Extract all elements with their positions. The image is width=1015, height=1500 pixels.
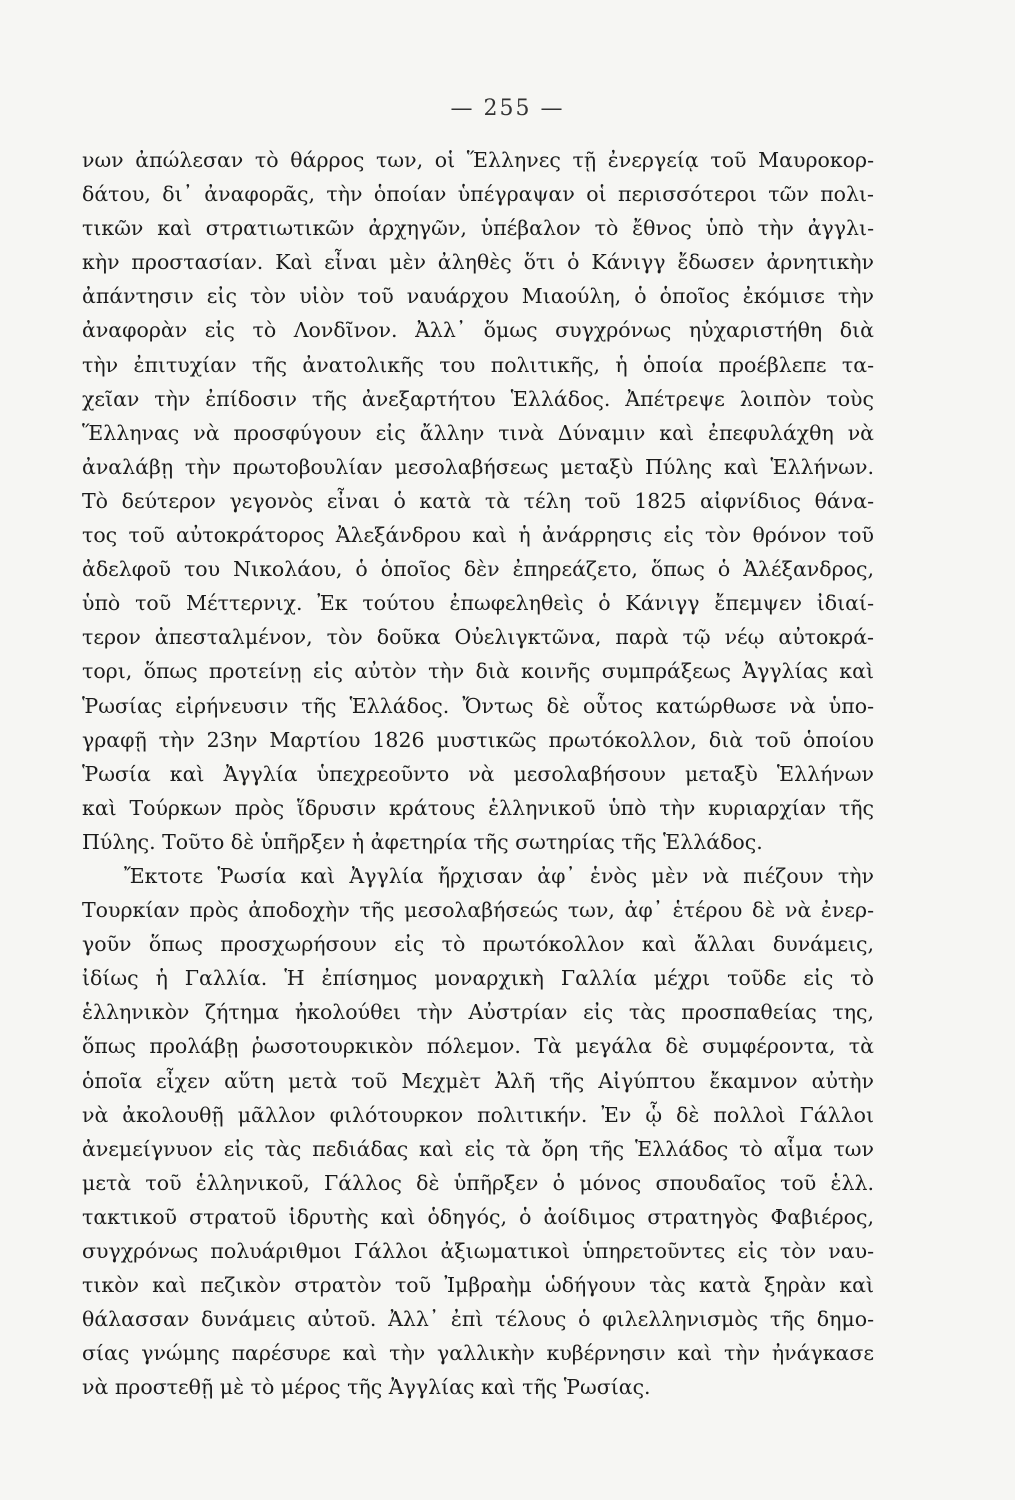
text-line: νων ἀπώλεσαν τὸ θάρρος των, οἱ Ἕλληνες τῇ ἐνεργείᾳ τοῦ Μαυροκορ- [82, 148, 874, 172]
text-line: ἑλληνικὸν ζήτημα ἠκολούθει τὴν Αὐστρίαν εἰς τὰς προσπαθείας της, [82, 1000, 874, 1025]
text-line: Τουρκίαν πρὸς ἀποδοχὴν τῆς μεσολαβήσεώς των, ἀφ᾽ ἑτέρου δὲ νὰ ἐνερ- [82, 898, 874, 923]
text-line: ἀπάντησιν εἰς τὸν υἱὸν τοῦ ναυάρχου Μιαούλη, ὁ ὁποῖος ἐκόμισε τὴν [82, 284, 874, 309]
body-text [82, 143, 874, 1404]
text-line: κὴν προστασίαν. Καὶ εἶναι μὲν ἀληθὲς ὅτι ὁ Κάνιγγ ἔδωσεν ἀρνητικὴν [82, 250, 874, 275]
text-line: ὅπως προλάβῃ ῥωσοτουρκικὸν πόλεμον. Τὰ μεγάλα δὲ συμφέροντα, τὰ [82, 1034, 874, 1059]
text-line: Ῥωσία καὶ Ἀγγλία ὑπεχρεοῦντο νὰ μεσολαβήσουν μεταξὺ Ἑλλήνων [82, 761, 874, 786]
text-line: γοῦν ὅπως προσχωρήσουν εἰς τὸ πρωτόκολλον καὶ ἄλλαι δυνάμεις, [82, 932, 874, 957]
text-line: ὑπὸ τοῦ Μέττερνιχ. Ἐκ τούτου ἐπωφεληθεὶς ὁ Κάνιγγ ἔπεμψεν ἰδιαί- [82, 591, 874, 616]
text-line: θάλασσαν δυνάμεις αὐτοῦ. Ἀλλ᾽ ἐπὶ τέλους ὁ φιλελληνισμὸς τῆς δημο- [82, 1307, 874, 1332]
text-line: τὴν ἐπιτυχίαν τῆς ἀνατολικῆς του πολιτικῆς, ἡ ὁποία προέβλεπε τα- [82, 352, 874, 377]
text-line: ἀναλάβῃ τὴν πρωτοβουλίαν μεσολαβήσεως μεταξὺ Πύλης καὶ Ἑλλήνων. [82, 454, 874, 479]
text-line: μετὰ τοῦ ἑλληνικοῦ, Γάλλος δὲ ὑπῆρξεν ὁ μόνος σπουδαῖος τοῦ ἑλλ. [82, 1170, 874, 1195]
text-line: τερον ἀπεσταλμένον, τὸν δοῦκα Οὐελιγκτῶνα, παρὰ τῷ νέῳ αὐτοκρά- [82, 625, 874, 650]
text-line: Ἕλληνας νὰ προσφύγουν εἰς ἄλλην τινὰ Δύναμιν καὶ ἐπεφυλάχθη νὰ [82, 420, 874, 445]
text-line: καὶ Τούρκων πρὸς ἵδρυσιν κράτους ἑλληνικοῦ ὑπὸ τὴν κυριαρχίαν τῆς [82, 795, 874, 820]
text-line: γραφῇ τὴν 23ην Μαρτίου 1826 μυστικῶς πρωτόκολλον, διὰ τοῦ ὁποίου [82, 727, 874, 752]
text-line: Ῥωσίας εἰρήνευσιν τῆς Ἑλλάδος. Ὄντως δὲ οὗτος κατώρθωσε νὰ ὑπο- [82, 693, 874, 718]
text-line: τακτικοῦ στρατοῦ ἱδρυτὴς καὶ ὁδηγός, ὁ ἀοίδιμος στρατηγὸς Φαβιέρος, [82, 1204, 874, 1229]
text-line: Πύλης. Τοῦτο δὲ ὑπῆρξεν ἡ ἀφετηρία τῆς σωτηρίας τῆς Ἑλλάδος. [82, 829, 763, 854]
text-line: δάτου, δι᾽ ἀναφορᾶς, τὴν ὁποίαν ὑπέγραψαν οἱ περισσότεροι τῶν πολι- [82, 182, 874, 207]
text-line: χεῖαν τὴν ἐπίδοσιν τῆς ἀνεξαρτήτου Ἑλλάδος. Ἀπέτρεψε λοιπὸν τοὺς [82, 386, 874, 411]
text-line: τορι, ὅπως προτείνῃ εἰς αὐτὸν τὴν διὰ κοινῆς συμπράξεως Ἀγγλίας καὶ [82, 659, 874, 684]
text-line: Ἔκτοτε Ῥωσία καὶ Ἀγγλία ἤρχισαν ἀφ᾽ ἑνὸς μὲν νὰ πιέζουν τὴν [124, 863, 874, 888]
text-line: τικὸν καὶ πεζικὸν στρατὸν τοῦ Ἰμβραὴμ ὡδήγουν τὰς κατὰ ξηρὰν καὶ [82, 1273, 874, 1298]
text-line: ἰδίως ἡ Γαλλία. Ἡ ἐπίσημος μοναρχικὴ Γαλλία μέχρι τοῦδε εἰς τὸ [82, 966, 874, 991]
text-line: ἀναφορὰν εἰς τὸ Λονδῖνον. Ἀλλ᾽ ὅμως συγχρόνως ηὐχαριστήθη διὰ [82, 318, 874, 343]
page-number: — 255 — [450, 96, 565, 121]
text-line: Τὸ δεύτερον γεγονὸς εἶναι ὁ κατὰ τὰ τέλη τοῦ 1825 αἰφνίδιος θάνα- [82, 488, 874, 513]
text-line: νὰ προστεθῇ μὲ τὸ μέρος τῆς Ἀγγλίας καὶ τῆς Ῥωσίας. [82, 1375, 651, 1400]
text-line: ἀδελφοῦ του Νικολάου, ὁ ὁποῖος δὲν ἐπηρεάζετο, ὅπως ὁ Ἀλέξανδρος, [82, 557, 874, 582]
text-line: τικῶν καὶ στρατιωτικῶν ἀρχηγῶν, ὑπέβαλον τὸ ἔθνος ὑπὸ τὴν ἀγγλι- [82, 216, 874, 241]
text-line: τος τοῦ αὐτοκράτορος Ἀλεξάνδρου καὶ ἡ ἀνάρρησις εἰς τὸν θρόνον τοῦ [82, 523, 874, 548]
text-line: σίας γνώμης παρέσυρε καὶ τὴν γαλλικὴν κυβέρνησιν καὶ τὴν ἠνάγκασε [82, 1341, 874, 1366]
text-line: συγχρόνως πολυάριθμοι Γάλλοι ἀξιωματικοὶ ὑπηρετοῦντες εἰς τὸν ναυ- [82, 1239, 874, 1263]
text-line: ὁποῖα εἶχεν αὕτη μετὰ τοῦ Μεχμὲτ Ἀλῆ τῆς Αἰγύπτου ἔκαμνον αὐτὴν [82, 1068, 874, 1093]
text-line: ἀνεμείγνυον εἰς τὰς πεδιάδας καὶ εἰς τὰ ὄρη τῆς Ἑλλάδος τὸ αἷμα των [82, 1136, 874, 1161]
text-line: νὰ ἀκολουθῇ μᾶλλον φιλότουρκον πολιτικήν. Ἐν ᾧ δὲ πολλοὶ Γάλλοι [82, 1102, 874, 1127]
